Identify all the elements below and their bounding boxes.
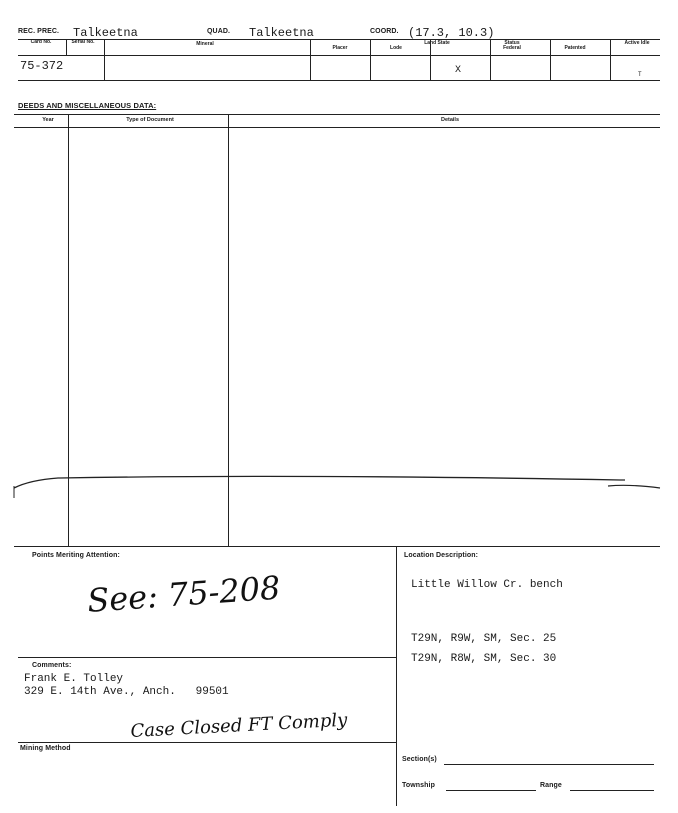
points-handwritten-note: See: 75-208	[86, 568, 282, 620]
comments-line-2: 329 E. 14th Ave., Anch. 99501	[24, 686, 229, 698]
col-sep-1	[66, 39, 67, 55]
col-card-no: Card No.	[30, 39, 52, 45]
coord-label: COORD.	[370, 28, 399, 35]
township-fill-line[interactable]	[446, 790, 536, 791]
location-line-3: T29N, R8W, SM, Sec. 30	[411, 653, 557, 665]
torn-edge-line	[0, 468, 678, 498]
col-status-federal: Status Federal	[503, 40, 521, 51]
header-rule	[18, 39, 660, 40]
comments-line-1: Frank E. Tolley	[24, 673, 124, 685]
col-sep-4	[370, 39, 371, 80]
deeds-col-type: Type of Document	[126, 117, 174, 123]
column-header-rule	[18, 55, 660, 56]
col-sep-7	[550, 39, 551, 80]
location-label: Location Description:	[404, 552, 479, 559]
bottom-center-divider	[396, 546, 397, 806]
mining-method-rule	[18, 742, 396, 743]
points-label: Points Meriting Attention:	[32, 552, 120, 559]
bottom-top-rule	[14, 546, 660, 547]
col-patented: Patented	[564, 45, 586, 51]
rec-prec-label: REC. PREC.	[18, 28, 60, 35]
rec-prec-value: Talkeetna	[73, 26, 138, 40]
col-sep-2	[104, 39, 105, 80]
range-fill-line[interactable]	[570, 790, 654, 791]
township-label: Township	[402, 782, 435, 789]
location-line-1: Little Willow Cr. bench	[411, 579, 563, 591]
deeds-header-rule	[14, 127, 660, 128]
col-sep-6	[490, 39, 491, 80]
col-lode: Lode	[390, 45, 402, 51]
mining-method-handwritten: Case Closed FT Comply	[130, 709, 348, 742]
deeds-col-year: Year	[42, 117, 54, 123]
deeds-top-rule	[14, 114, 660, 115]
col-sep-3	[310, 39, 311, 80]
col-placer: Placer	[332, 45, 348, 51]
range-label: Range	[540, 782, 562, 789]
col-sep-8	[610, 39, 611, 80]
mining-method-label: Mining Method	[20, 745, 71, 752]
location-line-2: T29N, R9W, SM, Sec. 25	[411, 633, 557, 645]
land-state-mark: X	[455, 65, 462, 76]
sections-label: Section(s)	[402, 756, 437, 763]
col-sep-5	[430, 39, 431, 80]
col-active-idle: Active Idle	[624, 40, 650, 46]
col-serial-no: Serial No.	[71, 39, 95, 45]
quad-value: Talkeetna	[249, 26, 314, 40]
data-row-rule	[18, 80, 660, 81]
col-land-state: Land State	[424, 40, 450, 46]
card-number: 75-372	[20, 59, 64, 73]
deeds-title: DEEDS AND MISCELLANEOUS DATA:	[18, 101, 157, 110]
active-idle-mark: T	[638, 71, 642, 78]
comments-label: Comments:	[32, 662, 72, 669]
sections-fill-line[interactable]	[444, 764, 654, 765]
quad-label: QUAD.	[207, 28, 231, 35]
col-mineral: Mineral	[196, 41, 214, 47]
coord-value: (17.3, 10.3)	[408, 26, 495, 40]
deeds-col-details: Details	[440, 117, 460, 123]
comments-top-rule	[18, 657, 396, 658]
